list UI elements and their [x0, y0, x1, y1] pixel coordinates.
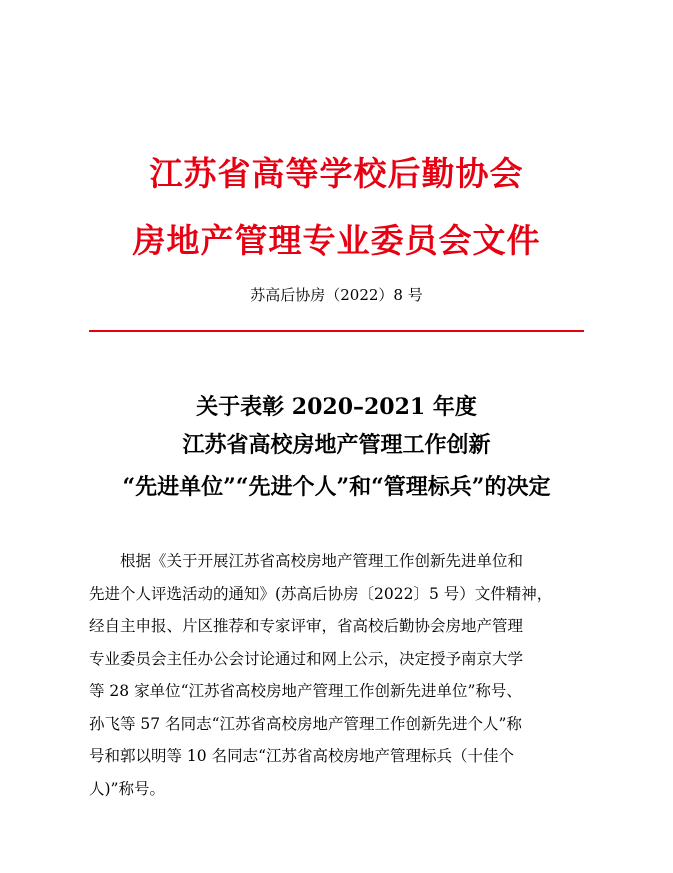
body-line: 人)”称号。 — [89, 779, 165, 798]
body-line: 号和郭以明等 10 名同志“江苏省高校房地产管理标兵（十佳个 — [89, 747, 515, 765]
body-line: 经自主申报、片区推荐和专家评审，省高校后勤协会房地产管理 — [89, 617, 524, 635]
body-line: 根据《关于开展江苏省高校房地产管理工作创新先进单位和 — [120, 552, 524, 570]
document-title-line2: 江苏省高校房地产管理工作创新 — [182, 432, 491, 458]
body-paragraph — [89, 545, 589, 805]
issuing-org-line1: 江苏省高等学校后勤协会 — [149, 154, 524, 193]
body-line: 专业委员会主任办公会讨论通过和网上公示，决定授予南京大学 — [89, 649, 524, 668]
issuing-org-line2: 房地产管理专业委员会文件 — [132, 221, 541, 260]
document-title-line1: 关于表彰 2020–2021 年度 — [196, 394, 477, 420]
document-title-line3: “先进单位”“先进个人”和“管理标兵”的决定 — [122, 474, 551, 500]
body-line: 等 28 家单位“江苏省高校房地产管理工作创新先进单位”称号、 — [89, 682, 522, 700]
document-number: 苏高后协房（2022）8 号 — [250, 286, 423, 304]
red-divider-line — [89, 330, 584, 332]
body-line: 先进个人评选活动的通知》(苏高后协房〔2022〕5 号）文件精神， — [89, 584, 553, 603]
body-line: 孙飞等 57 名同志“江苏省高校房地产管理工作创新先进个人”称 — [89, 714, 522, 733]
